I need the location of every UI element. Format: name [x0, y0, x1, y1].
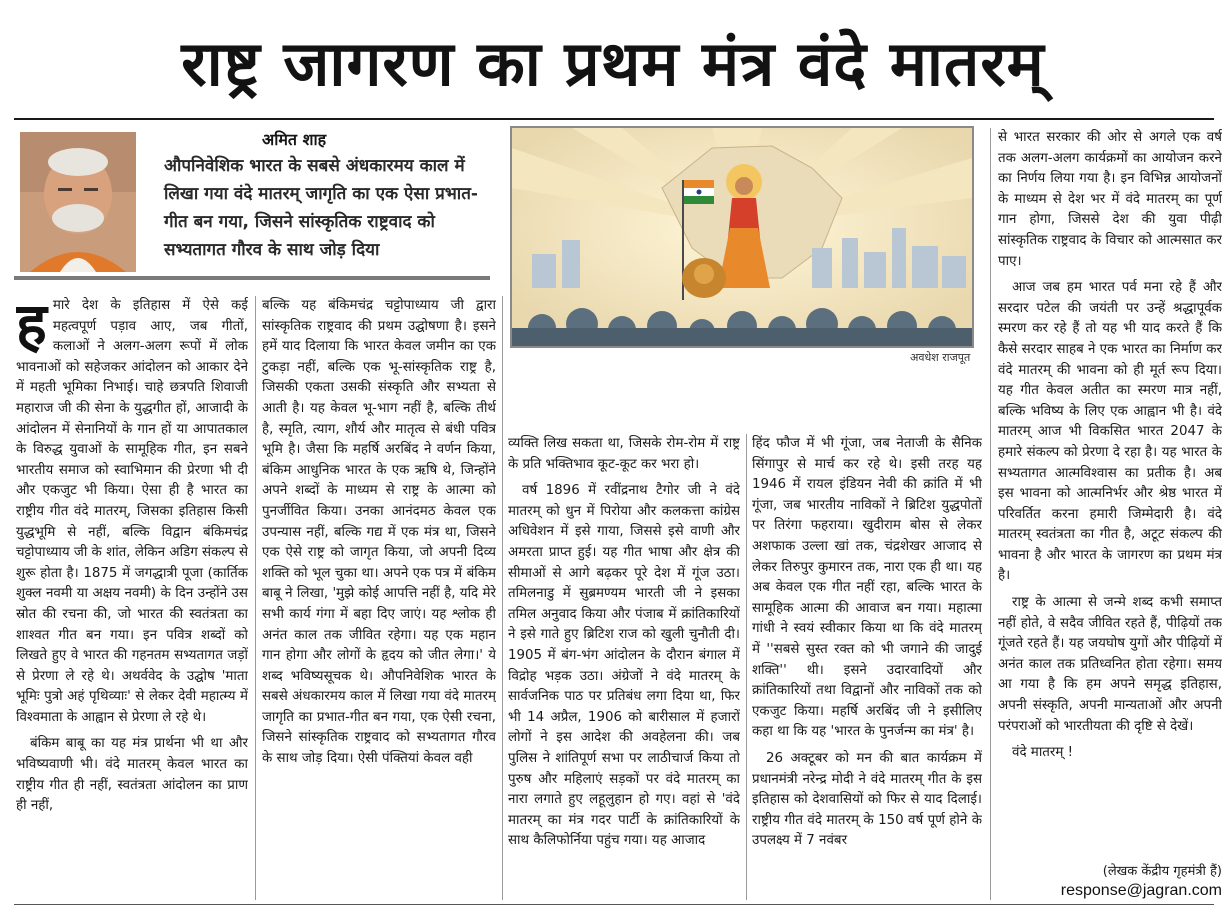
column-divider	[746, 434, 747, 900]
author-name: अमित शाह	[262, 130, 327, 149]
column-divider	[502, 296, 503, 900]
illustration-credit: अवधेश राजपूत	[910, 351, 971, 364]
column-divider	[255, 296, 256, 900]
col4-para-2: 26 अक्टूबर को मन की बात कार्यक्रम में प्रधानमंत्री नरेन्द्र मोदी ने वंदे मातरम् गीत के इस इतिहास को देशवासियों को फिर से याद दिलाई। राष्ट्रीय गीत वंदे मातरम् के 150 वर्ष पूर्ण होने के उपलक्ष्य में 7 नवंबर	[752, 750, 982, 849]
col5-para-2: आज जब हम भारत पर्व मना रहे हैं और सरदार पटेल की जयंती पर उन्हें श्रद्धापूर्वक स्मरण कर रहे हैं तो यह भी याद करते हैं कि कैसे सरदार साहब ने एक भारत का निर्माण कर वंदे मातरम् की भावना को ही मूर्त रूप दिया। यह गीत केवल अतीत का स्मरण मात्र नहीं, बल्कि भविष्य के लिए एक आह्वान भी है। वंदे मातरम् आज भी विकसित भारत 2047 के हमारे संकल्प को प्रेरणा दे रहा है। यह भारत के सभ्यतागत आत्मविश्वास का प्रतीक है। अब इस भावना को आत्मनिर्भर और श्रेष्ठ भारत में परिवर्तित करना हमारी जिम्मेदारी है। वंदे मातरम् स्वतंत्रता का गीत है, अटूट संकल्प की भावना है और भारत के जागरण का प्रथम मंत्र है।	[998, 280, 1222, 584]
col5-para-4: वंदे मातरम् !	[1012, 745, 1074, 761]
column-divider	[990, 128, 991, 900]
illustration	[510, 126, 974, 348]
author-portrait-image	[20, 132, 136, 272]
column-4	[752, 434, 982, 900]
column-5	[998, 128, 1222, 868]
author-portrait	[20, 132, 136, 272]
col2-para-1: बल्कि यह बंकिमचंद्र चट्टोपाध्याय जी द्वारा सांस्कृतिक राष्ट्रवाद की प्रथम उद्घोषणा है। इसने हमें याद दिलाया कि भारत केवल जमीन का एक टुकड़ा नहीं, बल्कि एक भू-सांस्कृतिक राष्ट्र है, जिसकी एकता उसकी संस्कृति और सभ्यता से आती है। यह केवल भू-भाग नहीं है, बल्कि तीर्थ है, स्मृति, त्याग, शौर्य और मातृत्व से बंधी पवित्र भूमि है। जैसा कि महर्षि अरबिंद ने वर्णन किया, बंकिम आधुनिक भारत के एक ऋषि थे, जिन्होंने अपने शब्दों के माध्यम से राष्ट्र के आत्मा को पुनर्जीवित किया। उनका आनंदमठ केवल एक उपन्यास नहीं, बल्कि गद्य में एक मंत्र था, जिसने एक ऐसे राष्ट्र को जागृत किया, जो अपनी दिव्य शक्ति को भूल चुका था। अपने एक पत्र में बंकिम बाबू ने लिखा, 'मुझे कोई आपत्ति नहीं है, यदि मेरे सभी कार्य गंगा में बहा दिए जाएं। यह श्लोक ही अनंत काल तक जीवित रहेगा। यह एक महान गान होगा और लोगों के हृदय को जीत लेगा।' ये शब्द भविष्यसूचक थे। औपनिवेशिक भारत के सबसे अंधकारमय काल में लिखा गया वंदे मातरम् जागृति का प्रभात-गीत बन गया, एक ऐसी रचना, जिसने सांस्कृतिक राष्ट्रवाद को सभ्यतागत गौरव के साथ जोड़ दिया। ऐसी पंक्तियां केवल वही	[262, 298, 496, 767]
bharat-mata-illustration	[512, 128, 972, 346]
headline: राष्ट्र जागरण का प्रथम मंत्र वंदे मातरम्	[181, 27, 1045, 100]
intro-rule	[14, 276, 490, 280]
bottom-rule	[14, 904, 1214, 905]
col3-para-2: वर्ष 1896 में रवींद्रनाथ टैगोर जी ने वंदे मातरम् को धुन में पिरोया और कलकत्ता कांग्रेस अधिवेशन में इसे गाया, जिससे इसे वाणी और अमरता प्राप्त हुई। यह गीत भाषा और क्षेत्र की सीमाओं से आगे बढ़कर पूरे देश में गूंज उठा। तमिलनाडु में सुब्रमण्यम भारती जी ने इसका तमिल अनुवाद किया और पंजाब में क्रांतिकारियों ने इसे गाते हुए ब्रिटिश राज को खुली चुनौती दी। 1905 में बंग-भंग आंदोलन के दौरान बंगाल में विद्रोह भड़क उठा। अंग्रेजों ने वंदे मातरम् के सार्वजनिक पाठ पर प्रतिबंध लगा दिया था, फिर भी 14 अप्रैल, 1906 को बारीसाल में हजारों लोगों ने इस आदेश की अवहेलना की। जब पुलिस ने शांतिपूर्ण सभा पर लाठीचार्ज किया तो पुरुष और महिलाएं सड़कों पर वंदे मातरम् का नारा लगाते हुए लहूलुहान हो गए। वहां से 'वंदे मातरम् का मंत्र गदर पार्टी के क्रांतिकारियों के साथ कैलिफोर्निया पहुंच गया। यह आजाद	[508, 483, 740, 849]
column-1	[16, 296, 248, 900]
intro-block	[14, 126, 492, 276]
col5-para-3: राष्ट्र के आत्मा से जन्मे शब्द कभी समाप्त नहीं होते, वे सदैव जीवित रहते हैं, पीढ़ियों तक गूंजते रहते हैं। यह जयघोष युगों और पीढ़ियों में अनंत काल तक प्रतिध्वनित होता रहेगा। समय आ गया है कि हम अपने समृद्ध इतिहास, अपनी संस्कृति, अपनी मान्यताओं और अपनी परंपराओं को भारतीयता की दृष्टि से देखें।	[998, 595, 1222, 734]
author-footnote: (लेखक केंद्रीय गृहमंत्री हैं)	[1102, 864, 1222, 879]
col1-para-2: बंकिम बाबू का यह मंत्र प्रार्थना भी था और भविष्यवाणी भी। वंदे मातरम् केवल भारत का राष्ट्रीय गीत ही नहीं, स्वतंत्रता आंदोलन का प्राण ही नहीं,	[16, 736, 248, 814]
top-rule	[14, 118, 1214, 120]
col4-para-1: हिंद फौज में भी गूंजा, जब नेताजी के सैनिक सिंगापुर से मार्च कर रहे थे। इसी तरह यह 1946 में रायल इंडियन नेवी की क्रांति में भी गूंजा, जब भारतीय नाविकों ने ब्रिटिश युद्धपोतों पर तिरंगा फहराया। खुदीराम बोस से लेकर अशफाक उल्ला खां तक, चंद्रशेखर आजाद से लेकर तिरुपुर कुमारन तक, नारा एक ही था। यह अब केवल एक गीत नहीं रहा, बल्कि भारत के सामूहिक आत्मा की आवाज बन गया। महात्मा गांधी ने स्वयं स्वीकार किया था कि वंदे मातरम् में ''सबसे सुस्त रक्त को भी जगाने की जादुई शक्ति'' थी। इसने उदारवादियों और क्रांतिकारियों तथा विद्वानों और नाविकों तक को एकजुट किया। महर्षि अरबिंद जी ने इसीलिए कहा था कि यह 'भारत के पुनर्जन्म का मंत्र' है।	[752, 436, 982, 740]
column-2	[262, 296, 496, 900]
drop-cap: ह	[16, 296, 47, 358]
col5-para-1: से भारत सरकार की ओर से अगले एक वर्ष तक अलग-अलग कार्यक्रमों का आयोजन करने का निर्णय लिया गया है। इन विभिन्न आयोजनों के माध्यम से देश भर में वंदे मातरम् का पूर्ण गान होगा, जिससे देश की युवा पीढ़ी सांस्कृतिक राष्ट्रवाद के विचार को आत्मसात कर पाए।	[998, 130, 1222, 269]
deck-summary: औपनिवेशिक भारत के सबसे अंधकारमय काल में लिखा गया वंदे मातरम् जागृति का एक ऐसा प्रभात-गीत बन गया, जिसने सांस्कृतिक राष्ट्रवाद को सभ्यतागत गौरव के साथ जोड़ दिया	[164, 156, 478, 260]
response-email[interactable]: response@jagran.com	[1060, 882, 1222, 899]
column-3	[508, 434, 740, 900]
col1-para-1: मारे देश के इतिहास में ऐसे कई महत्वपूर्ण पड़ाव आए, जब गीतों, कलाओं ने अलग-अलग रूपों में लोक भावनाओं को सहेजकर आंदोलन को आकार देने में महती भूमिका निभाई। चाहे छत्रपति शिवाजी महाराज जी की सेना के युद्धगीत हों, आजादी के आंदोलन में सेनानियों के गान हों या आपातकाल के विरुद्ध युवाओं के सामूहिक गीत, इन सबने भारतीय समाज को स्वाभिमान की प्रेरणा भी दी और एकजुट भी किया। ऐसा ही है भारत का राष्ट्रीय गीत वंदे मातरम्, जिसका इतिहास किसी युद्धभूमि से नहीं, बल्कि विद्वान बंकिमचंद्र चट्टोपाध्याय जी के शांत, लेकिन अडिग संकल्प से शुरू होता है। 1875 में जगद्धात्री पूजा (कार्तिक शुक्ल नवमी या अक्षय नवमी) के दिन उन्होंने उस स्रोत की रचना की, जो भारत की स्वतंत्रता का शाश्वत गीत बन गया। इन पवित्र शब्दों को लिखते हुए वे भारत की गहनतम सभ्यतागत जड़ों से प्रेरणा ले रहे थे। अथर्ववेद के उद्घोष 'माता भूमिः पुत्रो अहं पृथिव्याः' से लेकर देवी महात्म्य में विश्वमाता के आह्वान से प्रेरणा ले रहे थे।	[16, 298, 248, 725]
col3-para-1: व्यक्ति लिख सकता था, जिसके रोम-रोम में राष्ट्र के प्रति भक्तिभाव कूट-कूट कर भरा हो।	[508, 436, 740, 472]
